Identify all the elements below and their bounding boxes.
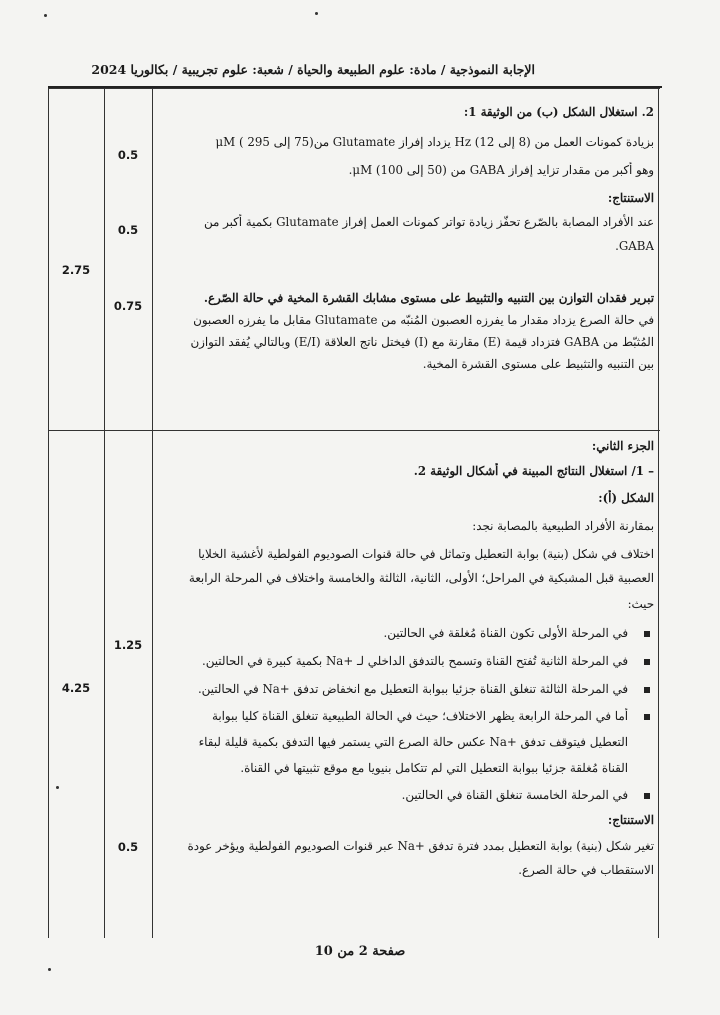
answer-line: عند الأفراد المصابة بالصّرع تحفّز زيادة تواتر كمونات العمل إفراز Glutamate بكمية أكبر من — [204, 215, 654, 229]
answer-line: المُثبّط من GABA فتزداد قيمة (E) مقارنة مع (I) فيختل ناتج العلاقة (E/I) وبالتالي يُفقد التوازن — [190, 335, 654, 349]
answer-line: وهو أكبر من مقدار تزايد إفراز GABA من (50 إلى 100) μM. — [348, 163, 654, 177]
section-divider — [48, 430, 660, 431]
score-cell: 0.5 — [117, 223, 139, 237]
scan-speck — [315, 12, 318, 15]
answer-line: تغير شكل (بنية) بوابة التعطيل بمدد فترة تدفق +Na عبر قنوات الصوديوم الفولطية ويؤخر عودة — [187, 839, 654, 853]
bullet-item: في المرحلة الثالثة تنغلق القناة جزئيا ببوابة التعطيل مع انخفاض تدفق +Na في الحالتين. — [197, 682, 628, 696]
bullet-item: في المرحلة الخامسة تنغلق القناة في الحالتين. — [401, 788, 628, 802]
bullet-marker — [644, 687, 650, 693]
figure-heading: الشكل (أ): — [598, 491, 654, 505]
answer-line: حيث: — [627, 597, 654, 611]
table-top-border — [48, 88, 660, 89]
bullet-marker — [644, 793, 650, 799]
bullet-item-continued: القناة مُغلقة جزئيا ببوابة التعطيل التي لم تتكامل بنيويا مع موقع تثبيتها في القناة. — [240, 761, 628, 775]
score-cell: 1.25 — [113, 638, 143, 652]
total-column-divider — [104, 88, 105, 938]
table-left-border — [48, 88, 49, 938]
score-cell: 0.5 — [117, 840, 139, 854]
answer-line: بزيادة كمونات العمل من (8 إلى 12) Hz يزداد إفراز Glutamate من(75 إلى 295 ) μM — [215, 135, 654, 149]
table-right-border — [658, 88, 659, 938]
answer-line: بمقارنة الأفراد الطبيعية بالمصابة نجد: — [472, 519, 654, 533]
bullet-item: أما في المرحلة الرابعة يظهر الاختلاف؛ حيث في الحالة الطبيعية تنغلق القناة كليا ببوابة — [212, 709, 628, 723]
bullet-item: في المرحلة الأولى تكون القناة مُغلقة في الحالتين. — [383, 626, 628, 640]
score-cell: 0.5 — [117, 148, 139, 162]
bullet-marker — [644, 659, 650, 665]
bullet-item: في المرحلة الثانية تُفتح القناة وتسمح بالتدفق الداخلي لـ +Na بكمية كبيرة في الحالتين. — [202, 654, 628, 668]
page-number: صفحة 2 من 10 — [314, 944, 406, 959]
justification-heading: تبرير فقدان التوازن بين التنبيه والتثبيط على مستوى مشابك القشرة المخية في حالة الصّرع. — [203, 291, 654, 305]
answer-line: العصبية قبل المشبكية في المراحل؛ الأولى، الثانية، الثالثة والخامسة واختلاف في المرحلة الرابعة — [188, 571, 654, 585]
scan-speck — [56, 786, 59, 789]
answer-line: اختلاف في شكل (بنية) بوابة التعطيل وتماثل في حالة قنوات الصوديوم الفولطية لأغشية الخلايا — [198, 547, 654, 561]
total-score-cell: 2.75 — [61, 263, 91, 277]
answer-line: GABA. — [615, 239, 654, 253]
page-header: الإجابة النموذجية / مادة: علوم الطبيعة والحياة / شعبة: علوم تجريبية / بكالوريا 2024 — [91, 62, 535, 77]
answer-line: الاستقطاب في حالة الصرع. — [518, 863, 654, 877]
question-heading: – 1/ استغلال النتائج المبينة في أشكال الوثيقة 2. — [413, 464, 654, 478]
answer-line: بين التنبيه والتثبيط على مستوى القشرة المخية. — [422, 357, 654, 371]
conclusion-heading: الاستنتاج: — [607, 813, 654, 827]
scan-speck — [44, 14, 47, 17]
total-score-cell: 4.25 — [61, 681, 91, 695]
score-cell: 0.75 — [113, 299, 143, 313]
part-heading: الجزء الثاني: — [591, 439, 654, 453]
bullet-marker — [644, 631, 650, 637]
answer-line: في حالة الصرع يزداد مقدار ما يفرزه العصبون المُنبّه من Glutamate مقابل ما يفرزه العصبون — [193, 313, 654, 327]
scan-speck — [48, 968, 51, 971]
bullet-marker — [644, 714, 650, 720]
conclusion-heading: الاستنتاج: — [607, 191, 654, 205]
bullet-item-continued: التعطيل فيتوقف تدفق +Na عكس حالة الصرع التي يستمر فيها التدفق بكمية قليلة لبقاء — [198, 735, 628, 749]
question-heading: 2. استغلال الشكل (ب) من الوثيقة 1: — [463, 105, 654, 119]
